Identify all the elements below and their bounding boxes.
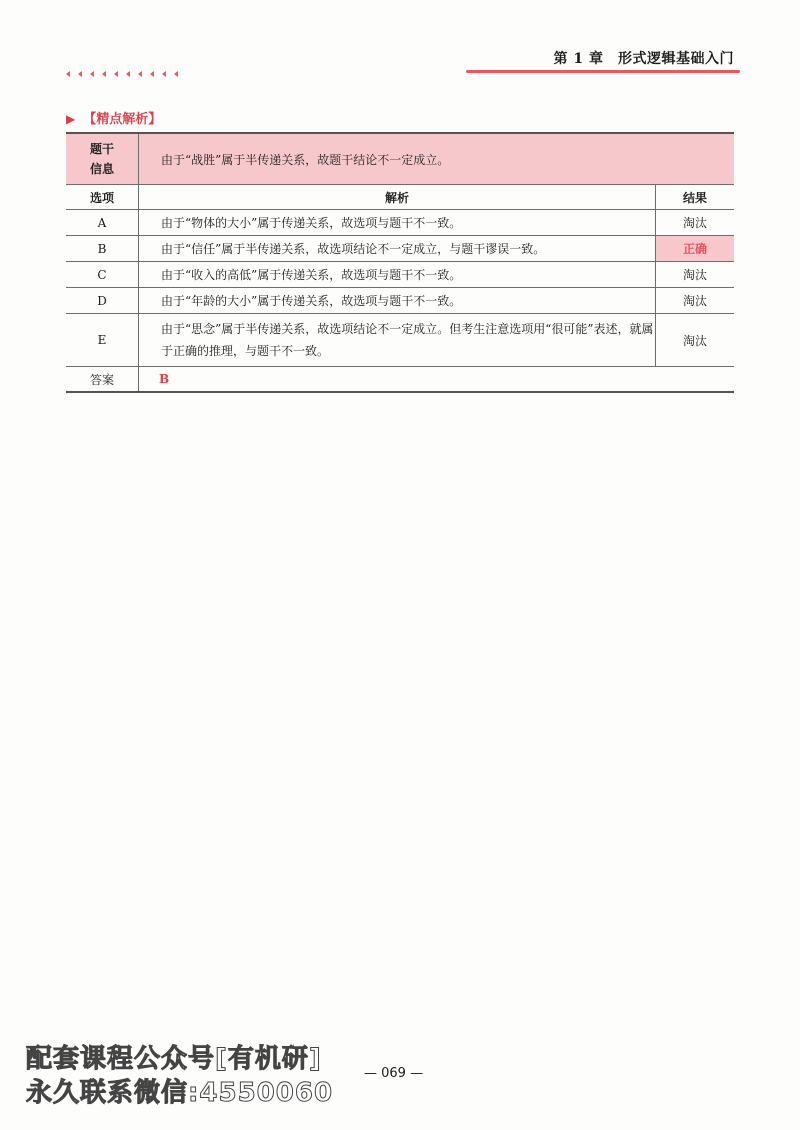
page-number: — 069 — [364, 1066, 424, 1081]
header-rule [466, 70, 740, 73]
answer-label: 答案 [66, 367, 139, 393]
option-cell: C [66, 262, 139, 288]
header-option: 选项 [66, 185, 139, 210]
option-cell: B [66, 236, 139, 262]
result-cell: 淘汰 [656, 210, 735, 236]
section-label: 【精点解析】 [83, 112, 162, 127]
triangle-arrow-icon: ▶ [66, 112, 76, 126]
stem-label-line2: 信息 [89, 162, 114, 176]
stem-label-line1: 题干 [89, 142, 114, 156]
watermark-line2: 永久联系微信:4550060 [26, 1078, 334, 1108]
table-row [66, 288, 734, 314]
table-row [66, 262, 734, 288]
analysis-table [66, 132, 734, 393]
result-cell: 淘汰 [656, 314, 735, 367]
result-cell-correct: 正确 [656, 236, 735, 262]
section-heading [66, 108, 161, 127]
analysis-cell: 由于“思念”属于半传递关系，故选项结论不一定成立。但考生注意选项用“很可能”表述，就属于正确的推理，与题干不一致。 [139, 314, 656, 367]
result-cell: 淘汰 [656, 288, 735, 314]
chapter-title: 第 1 章 形式逻辑基础入门 [553, 51, 734, 67]
option-cell: D [66, 288, 139, 314]
result-cell: 淘汰 [656, 262, 735, 288]
watermark [26, 1042, 333, 1110]
stem-row [66, 133, 734, 185]
analysis-cell: 由于“年龄的大小”属于传递关系，故选项与题干不一致。 [139, 288, 656, 314]
table-row [66, 314, 734, 367]
header-result: 结果 [656, 185, 735, 210]
analysis-cell: 由于“信任”属于半传递关系，故选项结论不一定成立，与题干谬误一致。 [139, 236, 656, 262]
table-row [66, 236, 734, 262]
watermark-line1: 配套课程公众号[有机研] [26, 1044, 322, 1074]
page-header [0, 0, 800, 80]
answer-row [66, 367, 734, 393]
option-cell: A [66, 210, 139, 236]
decorative-dots [64, 71, 184, 77]
analysis-cell: 由于“物体的大小”属于传递关系，故选项与题干不一致。 [139, 210, 656, 236]
stem-label [66, 133, 139, 185]
header-row [66, 185, 734, 210]
answer-value: B [139, 367, 735, 393]
option-cell: E [66, 314, 139, 367]
table-row [66, 210, 734, 236]
header-analysis: 解析 [139, 185, 656, 210]
analysis-cell: 由于“收入的高低”属于传递关系，故选项与题干不一致。 [139, 262, 656, 288]
stem-text: 由于“战胜”属于半传递关系，故题干结论不一定成立。 [139, 133, 735, 185]
